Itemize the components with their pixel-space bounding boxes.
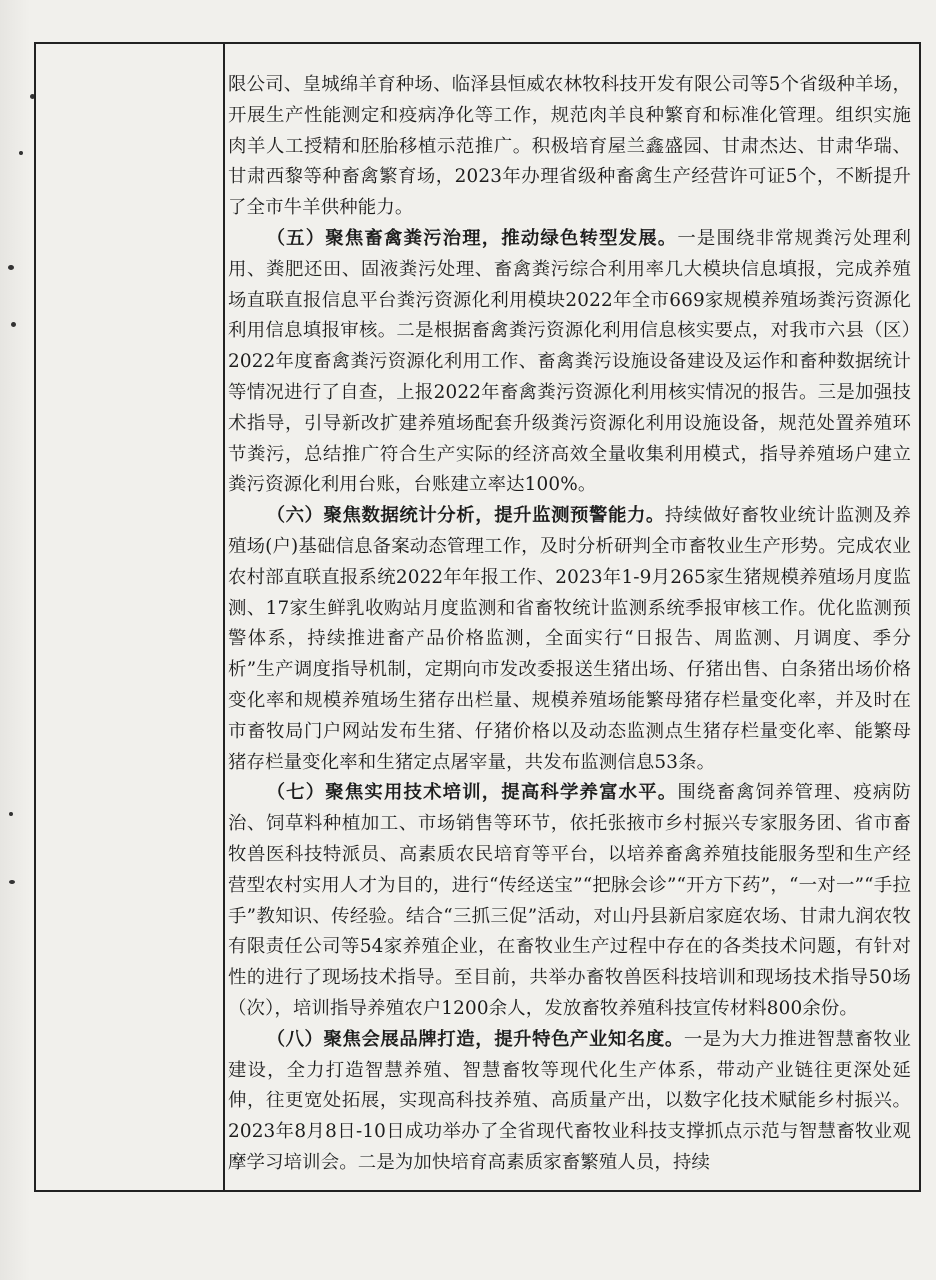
binding-hole-mark [8,265,14,270]
paragraph-8-exhibition-branding [228,1025,911,1179]
paragraph-body: 一是围绕非常规粪污处理利用、粪肥还田、固液粪污处理、畜禽粪污综合利用率几大模块信息填报，完成养殖场直联直报信息平台粪污资源化利用模块2022年全市669家规模养殖场粪污资源化利用信息填报审核。二是根据畜禽粪污资源化利用信息核实要点，对我市六县（区）2022年度畜禽粪污资源化利用工作、畜禽粪污设施设备建设及运作和畜种数据统计等情况进行了自查，上报2022年畜禽粪污资源化利用核实情况的报告。三是加强技术指导，引导新改扩建养殖场配套升级粪污资源化利用设施设备，规范处置养殖环节粪污，总结推广符合生产实际的经济高效全量收集利用模式，指导养殖场户建立粪污资源化利用台账，台账建立率达100%。 [228,227,911,496]
paragraph-1 [228,70,911,224]
paragraph-body: 一是为大力推进智慧畜牧业建设，全力打造智慧养殖、智慧畜牧等现代化生产体系，带动产业链往更深处延伸，往更宽处拓展，实现高科技养殖、高质量产出，以数字化技术赋能乡村振兴。2023年8月8日-10日成功举办了全省现代畜牧业科技支撑抓点示范与智慧畜牧业观摩学习培训会。二是为加快培育高素质家畜繁殖人员，持续 [228,1028,911,1173]
paragraph-heading: （六）聚焦数据统计分析，提升监测预警能力。 [266,505,665,527]
content-cell [228,70,911,1184]
binding-hole-mark [9,880,15,884]
binding-hole-mark [9,812,13,816]
binding-hole-mark [19,151,23,155]
binding-hole-mark [11,322,16,327]
paragraph-heading: （五）聚焦畜禽粪污治理，推动绿色转型发展。 [266,227,678,249]
paragraph-heading: （八）聚焦会展品牌打造，提升特色产业知名度。 [266,1028,684,1050]
paragraph-heading: （七）聚焦实用技术培训，提高科学养富水平。 [266,782,678,804]
paragraph-6-data-statistics [228,501,911,778]
paragraph-body: 限公司、皇城绵羊育种场、临泽县恒威农林牧科技开发有限公司等5个省级种羊场，开展生产性能测定和疫病净化等工作，规范肉羊良种繁育和标准化管理。组织实施肉羊人工授精和胚胎移植示范推广。积极培育屋兰鑫盛园、甘肃杰达、甘肃华瑞、甘肃西黎等种畜禽繁育场，2023年办理省级种畜禽生产经营许可证5个，不断提升了全市牛羊供种能力。 [228,74,911,219]
paragraph-7-technical-training [228,778,911,1024]
paragraph-body: 持续做好畜牧业统计监测及养殖场(户)基础信息备案动态管理工作，及时分析研判全市畜牧业生产形势。完成农业农村部直联直报系统2022年年报工作、2023年1-9月265家生猪规模养殖场月度监测、17家生鲜乳收购站月度监测和省畜牧统计监测系统季报审核工作。优化监测预警体系，持续推进畜产品价格监测，全面实行“日报告、周监测、月调度、季分析”生产调度指导机制，定期向市发改委报送生猪出场、仔猪出售、白条猪出场价格变化率和规模养殖场生猪存出栏量、规模养殖场能繁母猪存栏量变化率，并及时在市畜牧局门户网站发布生猪、仔猪价格以及动态监测点生猪存栏量变化率、能繁母猪存栏量变化率和生猪定点屠宰量，共发布监测信息53条。 [228,505,911,773]
document-table [34,42,921,1192]
paragraph-body: 围绕畜禽饲养管理、疫病防治、饲草料种植加工、市场销售等环节，依托张掖市乡村振兴专家服务团、省市畜牧兽医科技特派员、高素质农民培育等平台，以培养畜禽养殖技能服务型和生产经营型农村实用人才为目的，进行“传经送宝”“把脉会诊”“开方下药”，“一对一”“手拉手”教知识、传经验。结合“三抓三促”活动，对山丹县新启家庭农场、甘肃九润农牧有限责任公司等54家养殖企业，在畜牧业生产过程中存在的各类技术问题，有针对性的进行了现场技术指导。至目前，共举办畜牧兽医科技培训和现场技术指导50场（次），培训指导养殖农户1200余人，发放畜牧养殖科技宣传材料800余份。 [228,782,911,1019]
scan-edge-shadow [0,0,30,1280]
table-column-divider [223,44,225,1190]
paragraph-5-manure-treatment [228,224,911,501]
